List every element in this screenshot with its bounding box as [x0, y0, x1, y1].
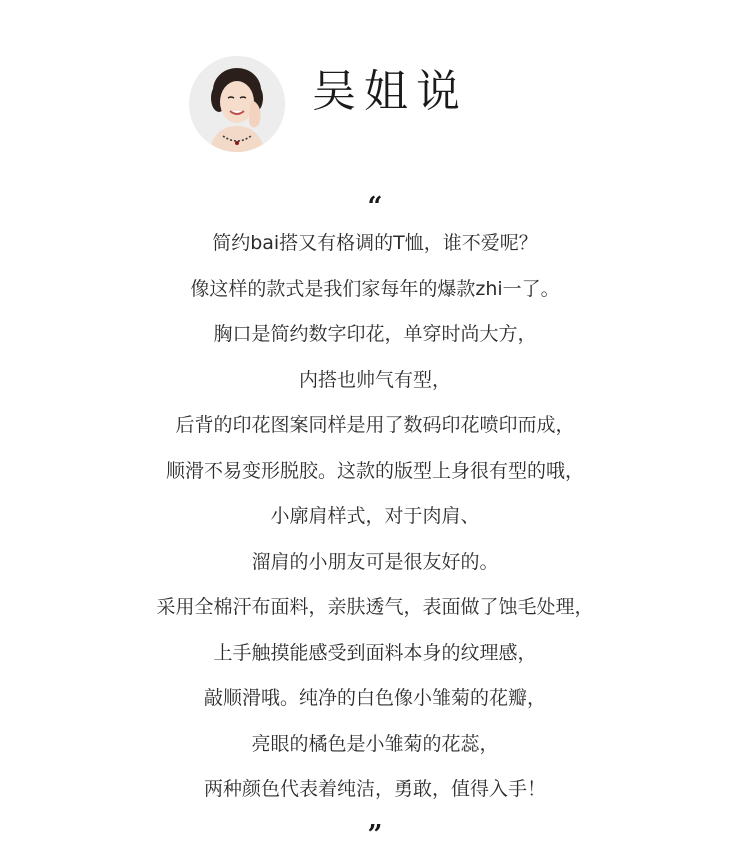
- author-header: [0, 0, 750, 170]
- text-line: 敲顺滑哦。纯净的白色像小雏菊的花瓣，: [203, 687, 546, 709]
- text-line: 后背的印花图案同样是用了数码印花喷印而成，: [175, 414, 575, 436]
- text-line: 两种颜色代表着纯洁，勇敢，值得入手！: [203, 778, 546, 800]
- description-text: [0, 226, 750, 818]
- avatar: [189, 56, 285, 152]
- text-line: 亮眼的橘色是小雏菊的花蕊，: [251, 732, 499, 755]
- text-line: 采用全棉汗布面料，亲肤透气，表面做了蚀毛处理，: [156, 596, 594, 618]
- open-quote-mark: “: [367, 192, 383, 222]
- page-title: 吴姐说: [312, 66, 468, 117]
- text-line: 顺滑不易变形脱胶。这款的版型上身很有型的哦，: [165, 459, 584, 482]
- portrait-photo-icon: [189, 56, 285, 152]
- text-line: 像这样的款式是我们家每年的爆款zhi一了。: [190, 277, 560, 300]
- text-line: 小廓肩样式，对于肉肩、: [270, 505, 480, 527]
- text-line: 简约bai搭又有格调的T恤，谁不爱呢？: [212, 232, 538, 254]
- text-line: 上手触摸能感受到面料本身的纹理感，: [213, 641, 537, 664]
- close-quote-mark: ”: [367, 820, 383, 850]
- text-line: 内搭也帅气有型，: [298, 368, 451, 391]
- text-line: 胸口是简约数字印花，单穿时尚大方，: [213, 323, 537, 345]
- text-line: 溜肩的小朋友可是很友好的。: [251, 550, 499, 573]
